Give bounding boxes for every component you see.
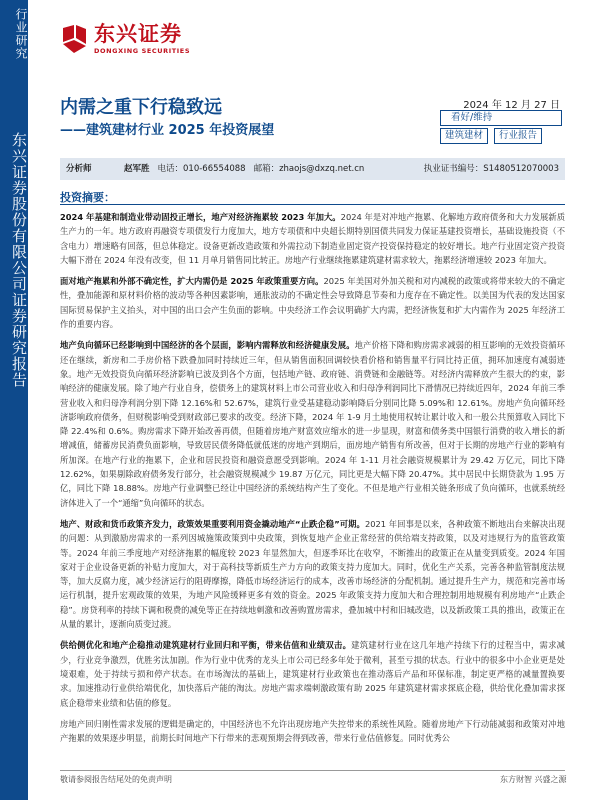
analyst-name: 赵军胜 xyxy=(124,164,150,174)
logo-cn-text: 东兴证券 xyxy=(94,22,182,46)
industry-tag: 建筑建材 xyxy=(440,128,488,144)
paragraph-lead: 供给侧优化和地产企稳推动建筑建材行业回归和平衡，带来估值和业绩双击。 xyxy=(60,640,352,651)
footer-slogan: 东方财智 兴盛之源 xyxy=(500,775,567,784)
paragraph xyxy=(60,210,565,267)
paragraph-lead: 地产、财政和货币政策齐发力，政策效果重要利用资金撬动地产“止跌企稳”可期。 xyxy=(60,518,365,529)
paragraph xyxy=(60,638,565,709)
paragraph-lead: 面对地产拖累和外部不确定性，扩大内需仍是 2025 年政策重要方向。 xyxy=(60,276,324,287)
report-title: 内需之重下行稳致远 xyxy=(60,97,222,118)
paragraph-lead: 地产负向循环已经影响到中国经济的各个层面，影响内需释放和经济健康发展。 xyxy=(60,340,355,351)
paragraph-text: 2021 年回事是以来，各种政策不断地出台来解决出现的问题：从到激励房需求的一系列因城施策政策到中央政策，到恢复地产企业正常经营的供给端支持政策，以及对违规行为的监管政策等。2024 年前三季度地产对经济拖累的幅度较 2023 年显然加大，但逐季环比在收窄，不断推出的政策正在从量变到质变。2024 年国家对于企业设备更新的补贴力度加大，对于高科技等新质生产力方向的政策支持力度加大。同时，优化生产关系，完善各种监管制度法规等，加大反腐力度，减少经济运行的阻碍摩擦，降低市场经济运行的成本，改善市场经济的分配机制。通过提升生产力，规范和完善市场运行机制，提升宏观政策的效果，为地产风险缓释更多有效的资金。2025 年政策支持力度加大和合理控制用地规模有利房地产“止跌企稳”。房贷利率的持续下调和税费的减免等正在持续地刺激和改善购置房需求，叠加城中村和旧城改造，以及新政策工具的推出，政策正在从量的累计，逐渐向质变过渡。 xyxy=(60,518,565,630)
analyst-info-bar xyxy=(60,158,565,180)
rating-badge: 看好/维持 xyxy=(440,110,562,126)
company-logo xyxy=(60,22,190,55)
footer-disclaimer: 敬请参阅报告结尾处的免责声明 xyxy=(60,775,172,784)
paragraph-text: 建筑建材行业在这几年地产持续下行的过程当中，需求减少，行业竞争激烈，优胜劣汰加剧。作为行业中优秀的龙头上市公司已经多年处于微利，甚至亏损的状态。行业中的很多中小企业更是处境艰难，处于持续亏损和停产状态。在市场淘汰的基础上，建筑建材行业政策也在推动落后产品和环保标准，制定更严格的减量置换要求。加速推动行业供给端优化，加快落后产能的淘汰。房地产需求端刺激政策有助 2025 年建筑建材需求探底企稳，供给优化叠加需求探底企稳带来业绩和估值的修复。 xyxy=(60,640,565,708)
report-type-tag: 行业报告 xyxy=(494,128,542,144)
paragraph xyxy=(60,274,565,331)
abstract-body xyxy=(60,210,565,752)
report-subtitle: ——建筑建材行业 2025 年投资展望 xyxy=(60,123,275,138)
analyst-email[interactable]: 邮箱：zhaojs@dxzq.net.cn xyxy=(253,164,365,174)
paragraph-lead: 2024 年基建和制造业带动固投正增长，地产对经济拖累较 2023 年加大。 xyxy=(60,212,341,222)
paragraph xyxy=(60,517,565,631)
paragraph xyxy=(60,338,565,510)
analyst-cert: 执业证书编号：S1480512070003 xyxy=(423,164,559,174)
report-date: 2024 年 12 月 27 日 xyxy=(463,100,560,111)
section-divider xyxy=(60,204,565,205)
sidebar-company-label: 东兴证券股份有限公司证券研究报告 xyxy=(10,132,28,388)
analyst-phone: 电话：010-66554088 xyxy=(157,164,246,174)
analyst-label: 分析师 xyxy=(66,164,92,174)
paragraph xyxy=(60,717,565,746)
paragraph-text: 2025 年美国对外加关税和对内减税的政策或将带来较大的不确定性，叠加能源和原材料价格的波动等各种因素影响，通胀波动的不确定性会导致降息节奏和力度存在不确定性。以美国为代表的发达国家国际贸易保护主义抬头，对中国的出口会产生负面的影响。中央经济工作会议明确扩大内需，把经济恢复和扩大内需作为 2025 年经济工作的重要内容。 xyxy=(60,276,565,330)
paragraph-text: 2024 年是对冲地产拖累、化解地方政府债务和大力发展新质生产力的一年。地方政府再融资专项债发行力度加大，地方专项债和中央超长期特别国债共同发力保证基建投资增长，基础设施投资（不含电力）增速略有回落，但总体稳定。设备更新改造政策和外需拉动下制造业固定资产投资保持稳定的较好增长。地产行业固定资产投资大幅下滑在 2024 年没有改变，但 11 月单月销售同比转正。房地产行业继续拖累建筑建材需求较大，拖累经济增速较 2023 年加大。 xyxy=(60,212,565,265)
paragraph-text: 地产价格下降和购房需求减弱的相互影响的无效投资循环还在继续，新房和二手房价格下跌叠加同时持续近三年，但从销售面积回调较快看价格和销售量平行同比持正值，拥环加速度有减弱迹象。地产无效投资负向循环经济影响已波及到各个方面，包括地产链、政府链、消费链和金融链等。对经济内需释放产生很大的约束，影响经济的健康发展。除了地产行业自身，偿债务上的建筑材料上市公司营业收入和归母净利润同比下滑情况已持续近四年，2024 年前三季营业收入和归母净利润分别下降 12.16%和 52.67%，建筑行业受基建稳动影响降后分别同比降 5.09%和 12.61%。房地产负向循环经济影响政府债务，但财税影响受到财政部已要求的改变。经济下降，2024 年 1-9 月土地使用权转让累计收入和一般公共预算收入同比下降 22.4%和 0.6%。购房需求下降开始改善再债，但随着房地产财富效应缩水的进一步显现，财富和债务类中国银行消费的收入增长的新增减值，储蓄房民消费负面影响，导致居民债务降低就低迷的房地产到期后，面房地产销售有所改善，但对于长期的房地产行业的影响有所加深。在地产行业的拖累下，企业和居民投资和融资意愿受到影响。2024 年 1-11 月社会融资规模累计为 29.42 万亿元，同比下降 12.62%，如果剔除政府债务发行部分，社会融资规模减少 19.87 万亿元，同比更是大幅下降 20.47%。其中居民中长期贷款为 1.95 万亿，同比下降 18.88%。房地产行业调整已经让中国经济的系统结构产生了变化。不但是地产行业相关链条形成了负向循环，也就系统经济体进入了一个“通缩”负向循环的状态。 xyxy=(60,340,565,508)
logo-en-text: DONGXING SECURITIES xyxy=(94,47,191,55)
paragraph-text: 房地产回归刚性需求发展的逻辑是确定的，中国经济也不允许出现房地产失控带来的系统性风险。随着房地产下行动能减弱和政策对冲地产拖累的效果逐步明显，前期长时间地产下行带来的悲观预期会得到改善，带来行业估值修复。同时优秀公 xyxy=(60,718,565,744)
dongxing-logo-icon xyxy=(60,24,88,54)
footer-divider xyxy=(60,770,565,771)
section-heading: 投资摘要： xyxy=(60,191,115,204)
sidebar-category-label: 行业研究 xyxy=(14,8,28,60)
tag-row xyxy=(440,128,542,144)
